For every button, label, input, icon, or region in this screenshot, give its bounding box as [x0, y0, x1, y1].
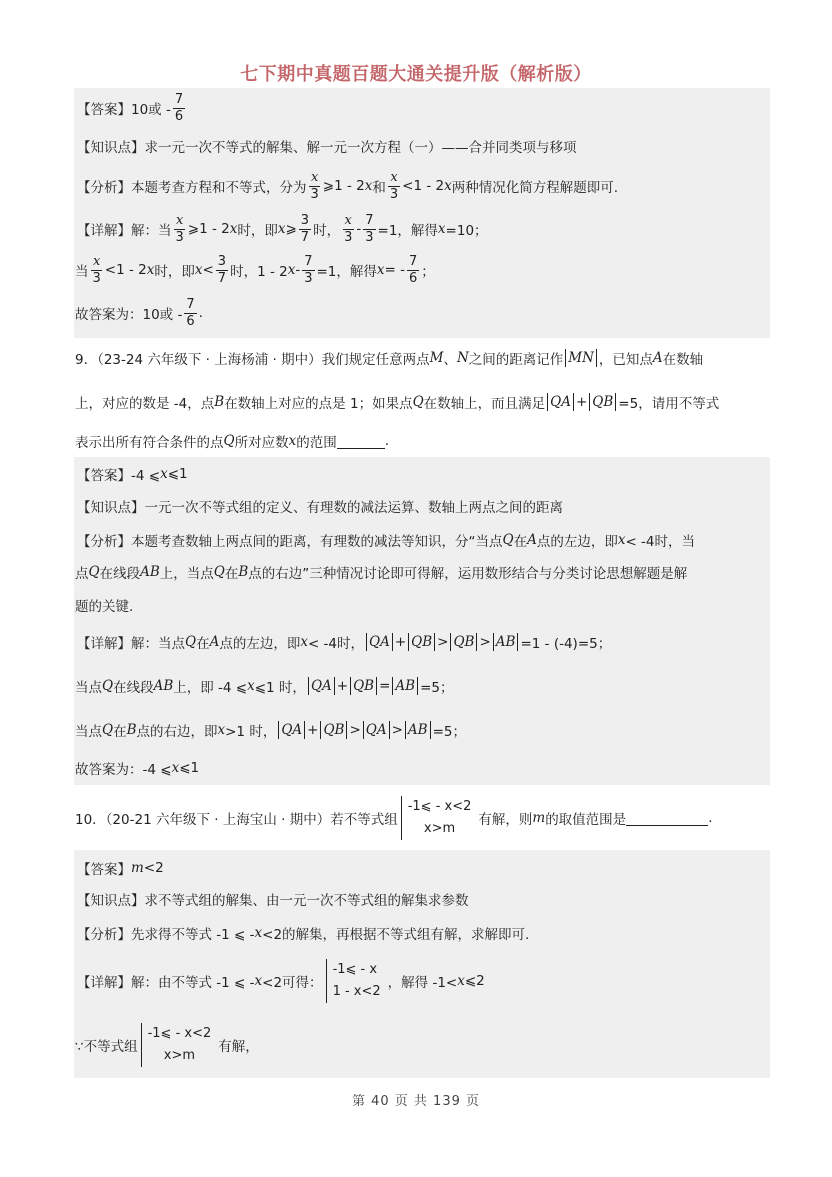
text-segment: ，已知点 — [598, 352, 653, 368]
text-segment: 点的左边，即 — [219, 636, 301, 652]
text-segment: =1，解得 — [316, 264, 377, 280]
math-variable: B — [214, 394, 225, 410]
inequality-system — [401, 796, 476, 840]
text-segment: =1，解得 — [377, 223, 438, 239]
answer-line — [77, 88, 187, 128]
text-segment: - — [295, 262, 301, 278]
absolute-value: QA — [547, 393, 574, 411]
text-segment: <2可得： — [262, 975, 323, 991]
absolute-value: QB — [408, 633, 435, 651]
text-segment: 在数轴上对应的点是 1；如果点 — [224, 396, 413, 412]
text-segment: 【分析】先求得不等式 -1 ⩽ - — [77, 927, 255, 943]
math-variable: x — [444, 178, 452, 194]
fraction — [302, 254, 314, 287]
math-variable: x — [457, 973, 465, 989]
text-segment: 9．（23-24 六年级下 · 上海杨浦 · 期中）我们规定任意两点 — [75, 352, 430, 368]
text-segment: 点 — [75, 566, 89, 582]
text-segment: 上，当点 — [159, 566, 214, 582]
question-9-text — [75, 338, 703, 378]
detail-line — [77, 209, 488, 249]
numerator: 7 — [174, 91, 184, 107]
absolute-value: QB — [450, 633, 477, 651]
numerator: 7 — [409, 253, 418, 269]
detail-line — [75, 666, 453, 706]
text-segment: 【分析】本题考查方程和不等式，分为 — [77, 180, 307, 196]
absolute-value: QA — [308, 677, 335, 695]
numerator: 7 — [365, 212, 374, 228]
absolute-value: QB — [320, 721, 347, 739]
detail-line — [77, 961, 485, 1001]
absolute-value: AB — [392, 677, 418, 695]
text-segment: 【答案】-4 ⩽ — [77, 468, 161, 484]
denominator: 3 — [310, 186, 319, 202]
denominator: 3 — [175, 229, 184, 245]
denominator: 3 — [92, 270, 101, 286]
math-variable: Q — [502, 532, 514, 548]
text-segment: 时，1 - 2 — [230, 264, 288, 280]
detail-line — [77, 622, 611, 662]
text-segment: 在 — [113, 724, 127, 740]
absolute-value: QB — [589, 393, 616, 411]
text-segment: 当点 — [75, 680, 102, 696]
detail-line — [75, 748, 199, 788]
text-segment: 当 — [75, 264, 89, 280]
math-variable: A — [652, 350, 663, 366]
system-row: x>m — [163, 1048, 196, 1063]
text-segment: - — [356, 221, 362, 237]
text-segment: . — [708, 810, 713, 826]
text-segment: 和 — [372, 180, 386, 196]
text-segment: <1 - 2 — [402, 178, 445, 194]
knowledge-line — [77, 126, 577, 166]
text-segment: 之间的距离记作 — [468, 352, 564, 368]
fraction — [173, 92, 185, 125]
document-title: 七下期中真题百题大通关提升版（解析版） — [240, 64, 592, 85]
numerator: 3 — [300, 212, 310, 228]
system-row: -1⩽ - x<2 — [147, 1026, 212, 1041]
system-row: x>m — [423, 821, 456, 836]
math-variable: x — [617, 532, 626, 548]
detail-line — [75, 1025, 259, 1065]
text-segment: 点的右边，即 — [136, 724, 218, 740]
system-row: -1⩽ - x<2 — [407, 799, 472, 814]
question-9-text — [75, 382, 719, 422]
math-variable: Q — [213, 564, 225, 580]
text-segment: ，解得 -1< — [387, 975, 458, 991]
denominator: 6 — [186, 313, 195, 329]
math-variable: x — [364, 178, 373, 194]
text-segment: 【知识点】一元一次不等式组的定义、有理数的减法运算、数轴上两点之间的距离 — [77, 500, 563, 516]
fraction — [174, 213, 186, 246]
math-variable: m — [131, 860, 144, 876]
text-segment: <1 - 2 — [104, 262, 147, 278]
text-segment: < -4时，当 — [625, 534, 696, 550]
absolute-value: AB — [405, 721, 431, 739]
text-segment: ⩾ — [285, 221, 297, 237]
absolute-value: AB — [493, 633, 519, 651]
text-segment: 在 — [196, 636, 210, 652]
math-variable: Q — [185, 634, 197, 650]
text-segment: > — [349, 722, 361, 738]
fraction — [299, 213, 311, 246]
text-segment: < — [202, 262, 214, 278]
numerator: x — [175, 212, 184, 228]
math-variable: x — [146, 262, 155, 278]
text-segment: 在线段 — [113, 680, 154, 696]
text-segment: 【答案】10或 - — [77, 102, 171, 118]
question-10-text — [75, 798, 712, 838]
text-segment: ⩽1 时， — [254, 680, 306, 696]
denominator: 3 — [365, 229, 374, 245]
numerator: x — [92, 253, 101, 269]
fraction — [309, 170, 321, 203]
text-segment: 的范围 — [296, 435, 337, 451]
text-segment: 10．（20-21 六年级下 · 上海宝山 · 期中）若不等式组 — [75, 812, 398, 828]
denominator: 6 — [409, 270, 418, 286]
text-segment: 在数轴上，而且满足 — [423, 396, 546, 412]
text-segment: 在 — [224, 566, 239, 582]
math-variable: x — [288, 433, 297, 449]
numerator: x — [310, 169, 319, 185]
text-segment: ⩾1 - 2 — [187, 221, 230, 237]
math-variable: x — [160, 466, 168, 482]
text-segment: 点的左边，即 — [536, 534, 618, 550]
fraction — [91, 254, 103, 287]
math-variable: x — [254, 973, 263, 989]
math-variable: m — [532, 810, 546, 826]
text-segment: 的取值范围是 — [545, 812, 627, 828]
text-segment: + — [307, 722, 319, 738]
text-segment: 故答案为：-4 ⩽ — [75, 762, 172, 778]
text-segment: 时，即 — [237, 223, 278, 239]
text-segment: > — [391, 722, 403, 738]
math-variable: AB — [153, 678, 174, 694]
math-variable: AB — [140, 564, 160, 580]
analysis-line — [77, 166, 618, 206]
text-segment: > — [437, 634, 449, 650]
fraction — [407, 254, 419, 287]
text-segment: <2 — [143, 860, 164, 876]
text-segment: . — [384, 433, 389, 449]
text-segment: + — [336, 678, 349, 694]
page-number: 第 40 页 共 139 页 — [351, 1094, 481, 1109]
fraction — [363, 213, 375, 246]
math-variable: x — [217, 722, 226, 738]
text-segment: 上，对应的数是 -4，点 — [75, 396, 215, 412]
denominator: 3 — [389, 186, 399, 202]
numerator: 3 — [217, 253, 227, 269]
math-variable: Q — [412, 394, 424, 410]
text-segment: 在数轴 — [662, 352, 704, 368]
text-segment: 时，即 — [154, 264, 195, 280]
absolute-value: QB — [350, 677, 377, 695]
absolute-value: QA — [363, 721, 390, 739]
text-segment: =1 - (-4)=5； — [520, 636, 612, 652]
absolute-value: QA — [278, 721, 305, 739]
math-variable: B — [126, 722, 137, 738]
math-variable: x — [171, 760, 180, 776]
text-segment: 题的关键. — [75, 599, 134, 615]
fraction — [184, 297, 196, 330]
text-segment: ∵不等式组 — [75, 1039, 138, 1055]
math-variable: M — [429, 350, 444, 366]
text-segment: ； — [421, 264, 435, 280]
fraction — [216, 254, 228, 287]
text-segment: 【分析】本题考查数轴上两点间的距离，有理数的减法等知识，分“当点 — [77, 534, 503, 550]
text-segment: 有解，则 — [478, 812, 533, 828]
text-segment: ⩽2 — [464, 973, 485, 989]
text-segment: 表示出所有符合条件的点 — [75, 435, 224, 451]
analysis-line — [77, 913, 529, 953]
numerator: 7 — [186, 296, 195, 312]
system-row: -1⩽ - x — [332, 962, 378, 977]
text-segment: + — [575, 394, 588, 410]
math-variable: x — [437, 221, 446, 237]
text-segment: 【答案】 — [77, 862, 131, 878]
analysis-line — [75, 552, 687, 592]
numerator: x — [344, 212, 352, 228]
math-variable: B — [238, 564, 249, 580]
text-segment: ⩽1 — [179, 760, 200, 776]
text-segment: 【详解】解：由不等式 -1 ⩽ - — [77, 975, 255, 991]
math-variable: Q — [223, 433, 235, 449]
numerator: x — [390, 169, 398, 185]
math-variable: x — [254, 925, 263, 941]
math-variable: N — [456, 350, 469, 366]
text-segment: 【详解】解：当 — [77, 223, 172, 239]
absolute-value: MN — [565, 349, 597, 367]
inequality-system — [141, 1023, 216, 1067]
text-segment: < -4时， — [307, 636, 365, 652]
math-variable: Q — [102, 678, 114, 694]
text-segment: 在线段 — [99, 566, 141, 582]
text-segment: =5，请用不等式 — [618, 396, 720, 412]
text-segment: ⩾1 - 2 — [322, 178, 365, 194]
math-variable: Q — [102, 722, 114, 738]
absolute-value: QA — [366, 633, 393, 651]
denominator: 7 — [217, 270, 227, 286]
text-segment: + — [394, 634, 407, 650]
text-segment: <2的解集，再根据不等式组有解，求解即可. — [262, 927, 530, 943]
text-segment: =5； — [432, 724, 466, 740]
math-variable: Q — [88, 564, 100, 580]
math-variable: x — [376, 262, 385, 278]
math-variable: x — [247, 678, 255, 694]
detail-line — [75, 293, 203, 333]
text-segment: . — [198, 305, 203, 321]
text-segment: 上，即 -4 ⩽ — [173, 680, 248, 696]
math-variable: x — [194, 262, 203, 278]
text-segment: 故答案为：10或 - — [75, 307, 183, 323]
text-segment: 【知识点】求不等式组的解集、由一元一次不等式组的解集求参数 — [77, 893, 469, 909]
math-variable: x — [277, 221, 286, 237]
detail-line — [75, 710, 466, 750]
text-segment: 时， — [313, 223, 341, 239]
numerator: 7 — [304, 253, 313, 269]
math-variable: x — [287, 262, 296, 278]
text-segment: 有解， — [218, 1039, 259, 1055]
detail-line — [75, 250, 435, 290]
text-segment: =10； — [445, 223, 488, 239]
text-segment: 当点 — [75, 724, 102, 740]
analysis-line — [75, 585, 133, 625]
math-variable: x — [300, 634, 308, 650]
text-segment: 在 — [513, 534, 528, 550]
text-segment: 【详解】解：当点 — [77, 636, 185, 652]
math-variable: x — [229, 221, 238, 237]
text-segment: 点的右边”三种情况讨论即可得解，运用数形结合与分类讨论思想解题是解 — [248, 566, 688, 582]
denominator: 3 — [344, 229, 353, 245]
inequality-system — [326, 959, 385, 1003]
denominator: 7 — [300, 229, 310, 245]
answer-blank — [626, 811, 708, 826]
text-segment: 所对应数 — [234, 435, 289, 451]
text-segment: >1 时， — [225, 724, 277, 740]
text-segment: = - — [384, 262, 406, 278]
text-segment: =5； — [420, 680, 454, 696]
answer-blank — [337, 434, 385, 449]
text-segment: 、 — [443, 352, 457, 368]
system-row: 1 - x<2 — [332, 984, 381, 999]
denominator: 6 — [174, 108, 184, 124]
text-segment: ⩽1 — [167, 466, 188, 482]
text-segment: > — [479, 634, 491, 650]
fraction — [388, 170, 400, 203]
math-variable: A — [209, 634, 220, 650]
math-variable: A — [527, 532, 537, 548]
text-segment: = — [379, 678, 391, 694]
text-segment: 【知识点】求一元一次不等式的解集、解一元一次方程（一）——合并同类项与移项 — [77, 140, 577, 156]
text-segment: 两种情况化简方程解题即可. — [451, 180, 619, 196]
fraction — [342, 213, 354, 246]
denominator: 3 — [304, 270, 313, 286]
